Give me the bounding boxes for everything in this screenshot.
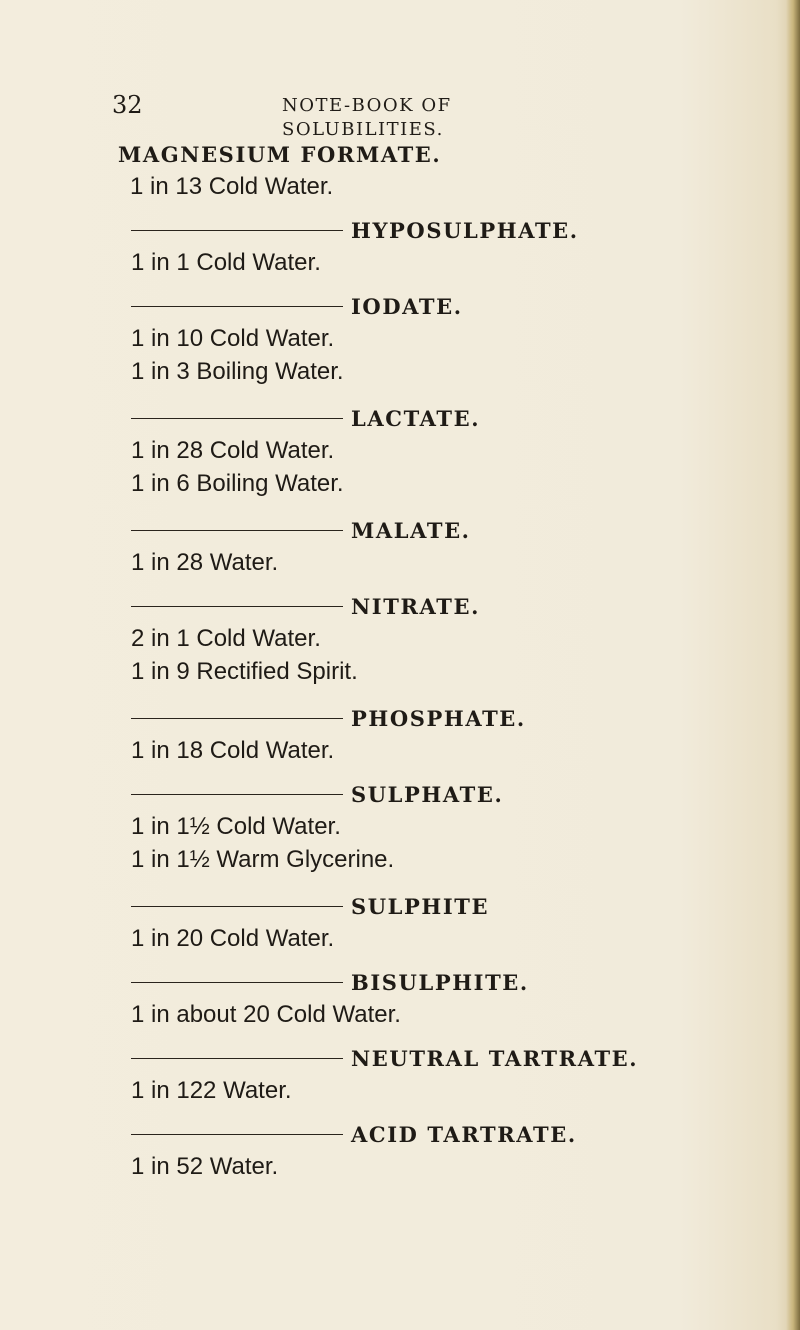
compound-entry <box>131 1044 791 1107</box>
compound-heading-text: LACTATE. <box>351 406 481 431</box>
compound-heading-text: BISULPHITE. <box>351 970 529 995</box>
compound-heading-text: HYPOSULPHATE. <box>351 218 579 243</box>
compound-heading <box>131 780 791 810</box>
compound-heading-text: SULPHATE. <box>351 782 504 807</box>
ditto-dash <box>131 418 343 419</box>
ditto-dash <box>131 718 343 719</box>
ditto-dash <box>131 794 343 795</box>
ditto-dash <box>131 906 343 907</box>
solubility-line: 1 in 6 Boiling Water. <box>131 470 344 497</box>
compound-entry <box>131 292 791 388</box>
compound-entry <box>131 780 791 876</box>
compound-heading-text: MAGNESIUM FORMATE. <box>118 142 442 167</box>
compound-entry <box>131 968 791 1031</box>
ditto-dash <box>131 530 343 531</box>
compound-heading <box>131 968 791 998</box>
compound-entry <box>131 892 791 955</box>
compound-heading <box>131 1044 791 1074</box>
solubility-line: 1 in 122 Water. <box>131 1077 292 1104</box>
solubility-line: 1 in 52 Water. <box>131 1153 279 1180</box>
compound-heading <box>118 140 778 170</box>
solubility-line: 1 in 28 Cold Water. <box>131 437 335 464</box>
ditto-dash <box>131 606 343 607</box>
compound-heading <box>131 892 791 922</box>
solubility-line: 1 in 1 Cold Water. <box>131 249 321 276</box>
solubility-line: 1 in 1½ Warm Glycerine. <box>131 846 395 873</box>
compound-entry <box>131 1120 791 1183</box>
compound-heading-text: NEUTRAL TARTRATE. <box>351 1046 639 1071</box>
compound-heading <box>131 292 791 322</box>
compound-entry <box>131 216 791 279</box>
solubility-line: 1 in 10 Cold Water. <box>131 325 335 352</box>
compound-heading <box>131 1120 791 1150</box>
solubility-line: 2 in 1 Cold Water. <box>131 625 321 652</box>
page-number: 32 <box>112 91 143 119</box>
solubility-line: 1 in 18 Cold Water. <box>131 737 335 764</box>
ditto-dash <box>131 230 343 231</box>
solubility-line: 1 in 9 Rectified Spirit. <box>131 658 358 685</box>
compound-entry <box>118 140 778 203</box>
compound-heading <box>131 216 791 246</box>
ditto-dash <box>131 1058 343 1059</box>
compound-entry <box>131 516 791 579</box>
ditto-dash <box>131 982 343 983</box>
compound-entry <box>131 704 791 767</box>
compound-heading-text: SULPHITE <box>351 894 490 919</box>
compound-heading-text: ACID TARTRATE. <box>351 1122 577 1147</box>
solubility-line: 1 in 20 Cold Water. <box>131 925 335 952</box>
compound-entry <box>131 592 791 688</box>
solubility-line: 1 in 13 Cold Water. <box>130 173 334 200</box>
compound-heading <box>131 404 791 434</box>
running-title: NOTE-BOOK OF SOLUBILITIES. <box>282 95 452 140</box>
ditto-dash <box>131 1134 343 1135</box>
ditto-dash <box>131 306 343 307</box>
compound-heading-text: IODATE. <box>351 294 463 319</box>
solubility-line: 1 in 3 Boiling Water. <box>131 358 344 385</box>
compound-heading-text: MALATE. <box>351 518 471 543</box>
solubility-line: 1 in 1½ Cold Water. <box>131 813 341 840</box>
compound-heading-text: NITRATE. <box>351 594 480 619</box>
solubility-line: 1 in 28 Water. <box>131 549 279 576</box>
compound-entry <box>131 404 791 500</box>
compound-heading <box>131 704 791 734</box>
compound-heading-text: PHOSPHATE. <box>351 706 526 731</box>
solubility-line: 1 in about 20 Cold Water. <box>131 1001 401 1028</box>
compound-heading <box>131 516 791 546</box>
compound-heading <box>131 592 791 622</box>
